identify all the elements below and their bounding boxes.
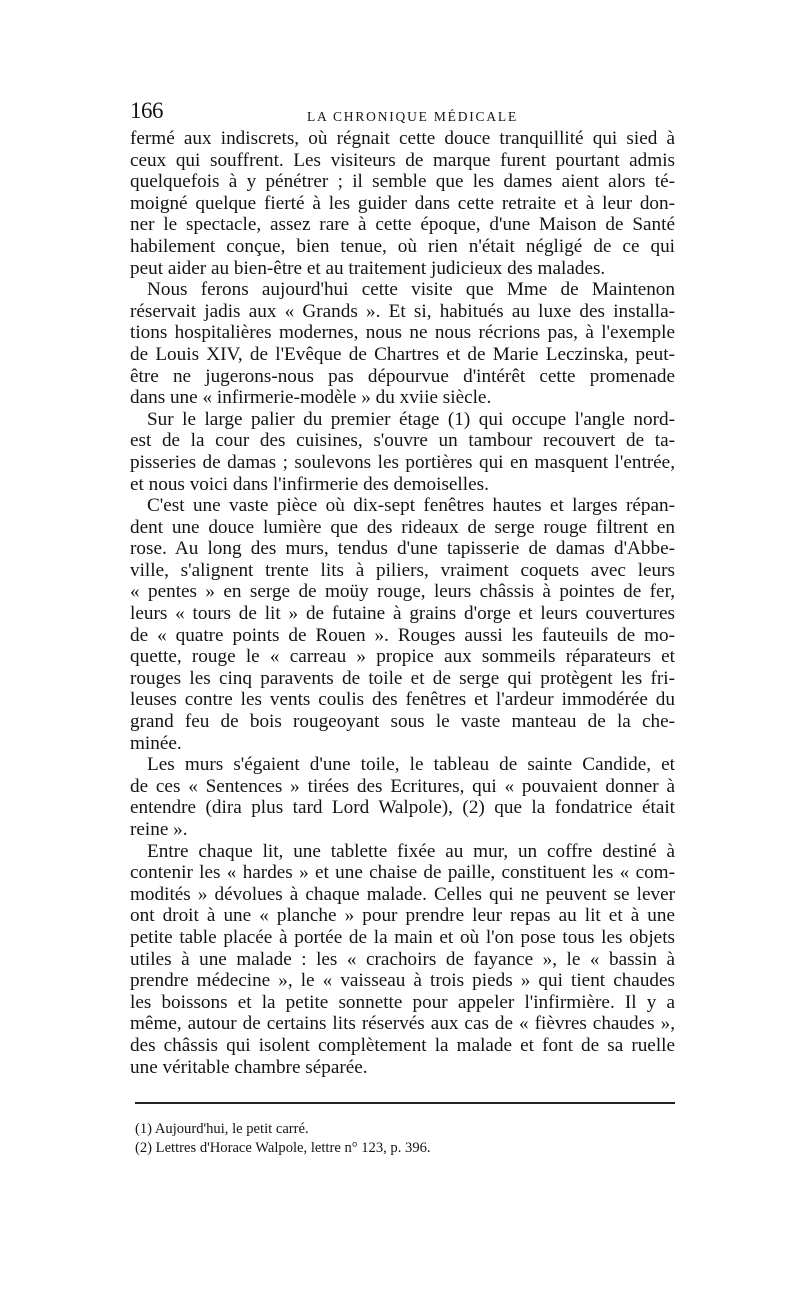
page-number: 166 xyxy=(130,98,163,123)
text-line: dans une « infirmerie-modèle » du xviie siècle. xyxy=(130,387,492,409)
page-header xyxy=(130,98,675,128)
text-line: C'est une vaste pièce où dix-sept fenêtres hautes et larges répan- xyxy=(147,495,675,517)
text-line: minée. xyxy=(130,732,182,754)
body-text xyxy=(130,128,675,1078)
text-line: ont droit à une « planche » pour prendre leur repas au lit et à une xyxy=(130,905,675,927)
text-line: grand feu de bois rougeoyant sous le vaste manteau de la che- xyxy=(130,711,675,733)
text-line: ville, s'alignent trente lits à piliers, vraiment coquets avec leurs xyxy=(130,559,675,581)
text-line: rose. Au long des murs, tendus d'une tapisserie de damas d'Abbe- xyxy=(130,538,675,560)
footnote-1: (1) Aujourd'hui, le petit carré. xyxy=(135,1121,309,1137)
text-line: pisseries de damas ; soulevons les portières qui en masquent l'entrée, xyxy=(130,451,675,473)
text-line: petite table placée à portée de la main et où l'on pose tous les objets xyxy=(130,926,675,948)
text-line: « pentes » en serge de moüy rouge, leurs châssis à pointes de fer, xyxy=(130,581,675,603)
text-line: quette, rouge le « carreau » propice aux sommeils réparateurs et xyxy=(130,646,675,668)
text-line: des châssis qui isolent complètement la malade et font de sa ruelle xyxy=(130,1034,675,1056)
footnote-2: (2) Lettres d'Horace Walpole, lettre n° 123, p. 396. xyxy=(135,1140,431,1156)
text-line: Sur le large palier du premier étage (1) qui occupe l'angle nord- xyxy=(147,408,675,430)
text-line: de ces « Sentences » tirées des Ecritures, qui « pouvaient donner à xyxy=(130,775,675,797)
text-line: ceux qui souffrent. Les visiteurs de marque furent pourtant admis xyxy=(130,149,675,171)
text-line: leurs « tours de lit » de futaine à grains d'orge et leurs couvertures xyxy=(130,603,675,625)
text-line: contenir les « hardes » et une chaise de paille, constituent les « com- xyxy=(130,862,675,884)
text-line: rouges les cinq paravents de toile et de serge qui protègent les fri- xyxy=(130,667,675,689)
text-line: réservait jadis aux « Grands ». Et si, habitués au luxe des installa- xyxy=(130,300,675,322)
text-line: être ne jugerons-nous pas dépourvue d'intérêt cette promenade xyxy=(130,365,675,387)
text-line: Nous ferons aujourd'hui cette visite que Mme de Maintenon xyxy=(147,279,675,301)
text-line: Les murs s'égaient d'une toile, le tableau de sainte Candide, et xyxy=(147,754,675,776)
running-title: LA CHRONIQUE MÉDICALE xyxy=(306,109,519,124)
text-line: et nous voici dans l'infirmerie des demoiselles. xyxy=(130,473,489,495)
text-line: leuses contre les vents coulis des fenêtres et l'ardeur immodérée du xyxy=(130,689,675,711)
text-line: Entre chaque lit, une tablette fixée au mur, un coffre destiné à xyxy=(147,840,675,862)
text-line: quelquefois à y pénétrer ; il semble que les dames aient alors té- xyxy=(130,171,675,193)
text-line: tions hospitalières modernes, nous ne nous récrions pas, à l'exemple xyxy=(130,322,675,344)
text-line: entendre (dira plus tard Lord Walpole), (2) que la fondatrice était xyxy=(130,797,675,819)
footnotes xyxy=(135,1120,675,1158)
text-line: utiles à une malade : les « crachoirs de fayance », le « bassin à xyxy=(130,948,675,970)
text-line: modités » dévolues à chaque malade. Celles qui ne peuvent se lever xyxy=(130,883,675,905)
text-line: reine ». xyxy=(130,819,188,840)
text-line: même, autour de certains lits réservés aux cas de « fièvres chaudes », xyxy=(130,1013,675,1035)
text-line: moigné quelque fierté à les guider dans cette retraite et à leur don- xyxy=(130,192,675,214)
text-line: prendre médecine », le « vaisseau à trois pieds » qui tient chaudes xyxy=(130,970,675,992)
text-line: est de la cour des cuisines, s'ouvre un tambour recouvert de ta- xyxy=(130,430,675,452)
text-line: dent une douce lumière que des rideaux de serge rouge filtrent en xyxy=(130,516,675,538)
text-line: habilement conçue, bien tenue, où rien n'était négligé de ce qui xyxy=(130,235,675,257)
text-line: fermé aux indiscrets, où régnait cette douce tranquillité qui sied à xyxy=(130,128,675,149)
text-line: de Louis XIV, de l'Evêque de Chartres et de Marie Leczinska, peut- xyxy=(130,343,675,365)
text-line: de « quatre points de Rouen ». Rouges aussi les fauteuils de mo- xyxy=(130,624,675,646)
text-line: une véritable chambre séparée. xyxy=(130,1056,368,1078)
text-line: ner le spectacle, assez rare à cette époque, d'une Maison de Santé xyxy=(130,214,675,236)
footnote-rule xyxy=(135,1102,675,1104)
text-line: les boissons et la petite sonnette pour appeler l'infirmière. Il y a xyxy=(130,991,675,1013)
text-line: peut aider au bien-être et au traitement judicieux des malades. xyxy=(130,257,606,279)
